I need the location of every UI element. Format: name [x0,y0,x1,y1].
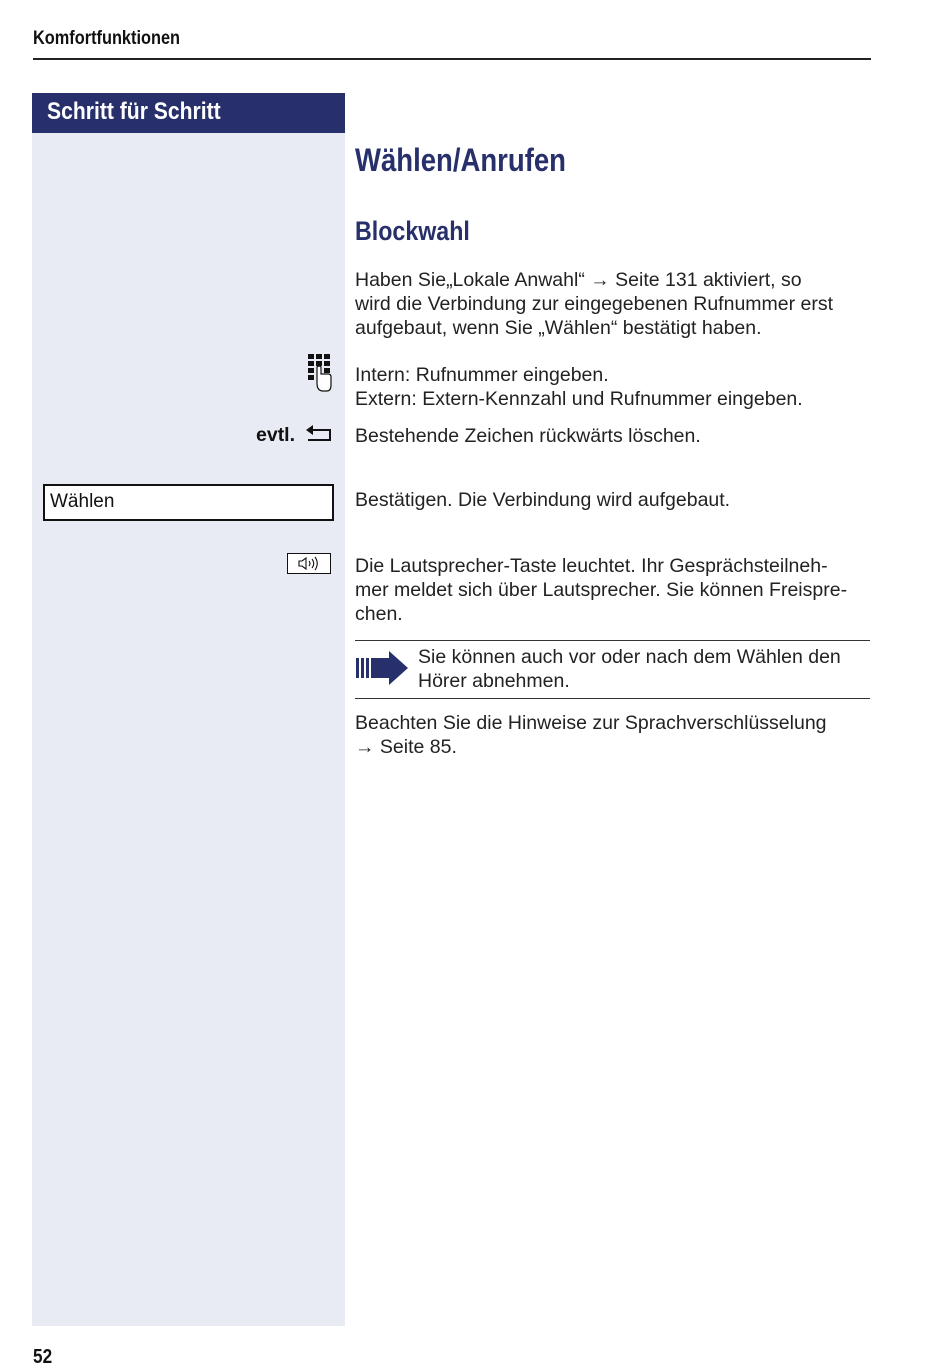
hint-line: → Seite 85. [355,736,457,758]
page-number: 52 [33,1346,53,1368]
note-top-rule [355,640,870,641]
note-bottom-rule [355,698,870,699]
note-arrow-icon [355,650,411,686]
backspace-icon [305,424,333,444]
step-sidebar [32,93,345,1326]
delete-step-text [355,424,875,448]
speaker-step-line: chen. [355,603,403,625]
optional-label: evtl. [256,424,296,446]
note-line: Hörer abnehmen. [418,670,570,692]
delete-step-line: Bestehende Zeichen rückwärts löschen. [355,425,701,447]
sidebar-header [32,93,345,133]
intro-paragraph [355,268,875,340]
section-subtitle: Blockwahl [355,216,470,246]
dial-step-line: Extern: Extern-Kennzahl und Rufnummer eingeben. [355,388,803,410]
note-text [418,645,878,693]
hint-line: Beachten Sie die Hinweise zur Sprachverschlüsselung [355,712,827,734]
header-divider [33,58,871,60]
intro-line: aufgebaut, wenn Sie „Wählen“ bestätigt haben. [355,317,762,339]
intro-line: wird die Verbindung zur eingegebenen Rufnummer erst [355,293,834,315]
softkey-label: Wählen [50,491,115,512]
dial-step-text [355,363,875,411]
speaker-step-line: mer meldet sich über Lautsprecher. Sie können Freispre- [355,579,848,601]
dial-step-line: Intern: Rufnummer eingeben. [355,364,609,386]
speaker-step-line: Die Lautsprecher-Taste leuchtet. Ihr Gesprächsteilneh- [355,555,828,577]
sidebar-title: Schritt für Schritt [47,98,221,125]
confirm-step-line: Bestätigen. Die Verbindung wird aufgebaut. [355,489,731,511]
confirm-step-text [355,488,875,512]
section-title: Wählen/Anrufen [355,142,566,178]
keypad-icon [307,353,333,393]
note-line: Sie können auch vor oder nach dem Wählen den [418,646,841,668]
speaker-key-icon[interactable] [287,553,331,574]
intro-line: Haben Sie„Lokale Anwahl“ → Seite 131 aktiviert, so [355,269,802,291]
running-header: Komfortfunktionen [33,28,181,49]
speaker-icon [288,554,330,573]
speaker-step-text [355,554,875,626]
hint-paragraph [355,711,875,759]
waehlen-softkey-button[interactable] [43,484,334,521]
